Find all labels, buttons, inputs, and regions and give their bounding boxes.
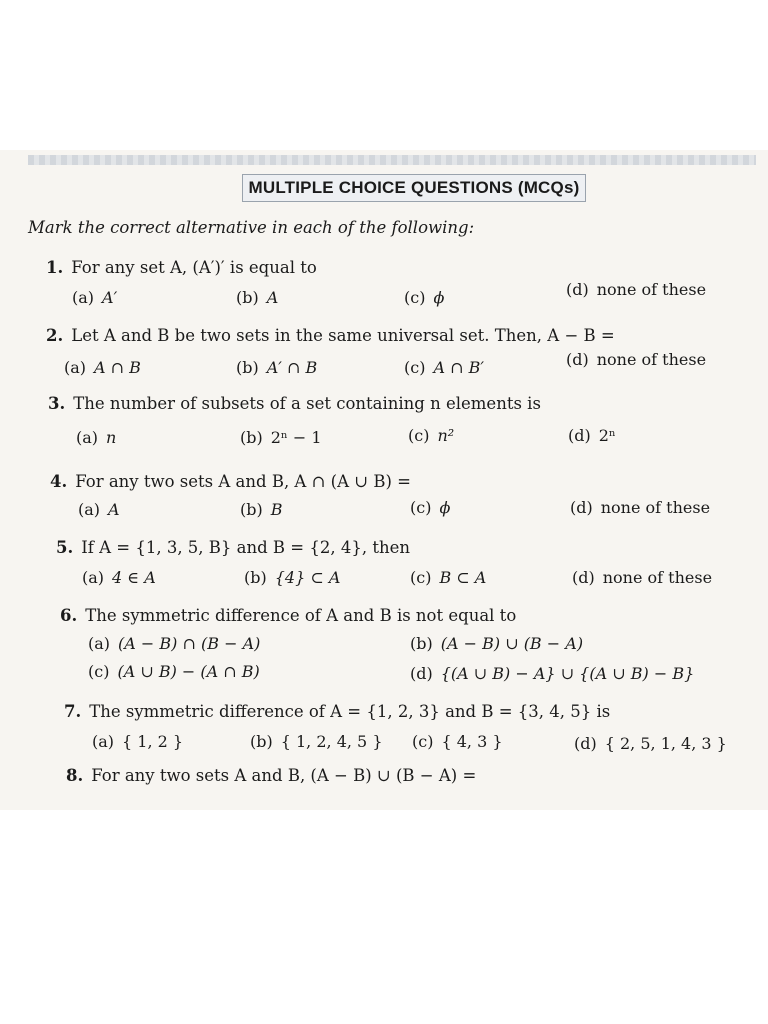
option-4d[interactable]: (d) none of these bbox=[570, 498, 711, 517]
section-heading-text: MULTIPLE CHOICE QUESTIONS (MCQs) bbox=[248, 178, 580, 197]
option-4a[interactable]: (a) A bbox=[78, 500, 120, 519]
question-number: 2. bbox=[46, 326, 64, 345]
question-1 bbox=[46, 258, 317, 277]
question-text: The symmetric difference of A and B is not equal to bbox=[85, 606, 517, 625]
option-4b[interactable]: (b) B bbox=[240, 500, 283, 519]
question-4 bbox=[50, 472, 411, 491]
question-number: 7. bbox=[64, 702, 82, 721]
question-number: 1. bbox=[46, 258, 64, 277]
option-7b[interactable]: (b) { 1, 2, 4, 5 } bbox=[250, 732, 383, 751]
instruction-text: Mark the correct alternative in each of the following: bbox=[28, 218, 475, 237]
option-1b[interactable]: (b) A bbox=[236, 288, 279, 307]
option-1c[interactable]: (c) ϕ bbox=[404, 288, 445, 307]
option-2a[interactable]: (a) A ∩ B bbox=[64, 358, 141, 377]
question-2 bbox=[46, 326, 615, 345]
option-5b[interactable]: (b) {4} ⊂ A bbox=[244, 568, 341, 587]
question-text: If A = {1, 3, 5, B} and B = {2, 4}, then bbox=[81, 538, 410, 557]
option-6a[interactable]: (a) (A − B) ∩ (B − A) bbox=[88, 634, 261, 653]
question-text: For any set A, (A′)′ is equal to bbox=[71, 258, 317, 277]
question-text: The number of subsets of a set containing n elements is bbox=[73, 394, 541, 413]
option-1a[interactable]: (a) A′ bbox=[72, 288, 118, 307]
option-4c[interactable]: (c) ϕ bbox=[410, 498, 451, 517]
option-5d[interactable]: (d) none of these bbox=[572, 568, 713, 587]
option-7a[interactable]: (a) { 1, 2 } bbox=[92, 732, 184, 751]
question-5 bbox=[56, 538, 410, 557]
question-number: 5. bbox=[56, 538, 74, 557]
question-number: 6. bbox=[60, 606, 78, 625]
question-8 bbox=[66, 766, 476, 785]
option-3d[interactable]: (d) 2ⁿ bbox=[568, 426, 616, 445]
question-7 bbox=[64, 702, 610, 721]
question-text: The symmetric difference of A = {1, 2, 3} and B = {3, 4, 5} is bbox=[89, 702, 611, 721]
option-2b[interactable]: (b) A′ ∩ B bbox=[236, 358, 318, 377]
question-3 bbox=[48, 394, 541, 413]
question-number: 4. bbox=[50, 472, 68, 491]
option-6d[interactable]: (d) {(A ∪ B) − A} ∪ {(A ∪ B) − B} bbox=[410, 664, 695, 683]
option-2d[interactable]: (d) none of these bbox=[566, 350, 707, 369]
option-6c[interactable]: (c) (A ∪ B) − (A ∩ B) bbox=[88, 662, 260, 681]
option-6b[interactable]: (b) (A − B) ∪ (B − A) bbox=[410, 634, 584, 653]
question-text: For any two sets A and B, A ∩ (A ∪ B) = bbox=[75, 472, 411, 491]
option-3c[interactable]: (c) n² bbox=[408, 426, 455, 445]
option-5c[interactable]: (c) B ⊂ A bbox=[410, 568, 487, 587]
question-number: 3. bbox=[48, 394, 66, 413]
option-7c[interactable]: (c) { 4, 3 } bbox=[412, 732, 503, 751]
option-3a[interactable]: (a) n bbox=[76, 428, 117, 447]
header-strip bbox=[28, 155, 756, 165]
question-text: Let A and B be two sets in the same universal set. Then, A − B = bbox=[71, 326, 615, 345]
option-2c[interactable]: (c) A ∩ B′ bbox=[404, 358, 484, 377]
option-5a[interactable]: (a) 4 ∈ A bbox=[82, 568, 156, 587]
option-7d[interactable]: (d) { 2, 5, 1, 4, 3 } bbox=[574, 734, 727, 753]
question-number: 8. bbox=[66, 766, 84, 785]
question-text: For any two sets A and B, (A − B) ∪ (B − A) = bbox=[91, 766, 477, 785]
question-6 bbox=[60, 606, 516, 625]
section-heading bbox=[242, 174, 586, 202]
option-3b[interactable]: (b) 2ⁿ − 1 bbox=[240, 428, 322, 447]
option-1d[interactable]: (d) none of these bbox=[566, 280, 707, 299]
